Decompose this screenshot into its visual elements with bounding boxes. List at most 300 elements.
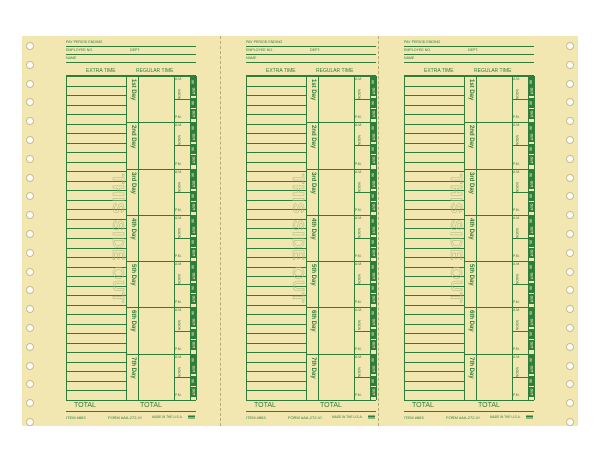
slot-rule [512,284,534,285]
punch-out-box [528,317,534,327]
noon-label: NOON [177,227,181,239]
name-label: NAME [404,56,415,60]
punch-in-label: IN [371,219,375,223]
slot-rule [512,192,534,193]
punch-in-label: IN [191,311,195,316]
grid-row-line [246,95,306,96]
punch-out-box [370,179,376,189]
punch-in-label: IN [191,286,195,290]
day-separator [126,354,196,355]
pm-label: P.M. [175,254,182,259]
noon-label: NOON [515,320,519,331]
punch-out-box [370,109,376,119]
punch-in-label: IN [529,101,533,105]
punch-in-label: IN [371,240,375,244]
grid-row-line [404,371,464,372]
noon-label: NOON [515,89,519,100]
punch-out-label: OUT [371,133,376,141]
pm-label: P.M. [513,393,520,397]
am-label: A.M. [175,215,182,220]
pay-period-label: PAY PERIOD ENDING [404,40,441,44]
day-label: 5th Day [310,264,316,286]
punch-out-label: OUT [529,226,534,234]
us-flag-icon [188,415,195,419]
grid-row-line [404,124,464,125]
header-rule [404,46,534,47]
tractor-hole [26,324,34,332]
dept-label: DEPT. [130,48,141,52]
punch-in-label: IN [191,126,195,130]
day-label: 4th Day [130,217,136,240]
tractor-hole [26,42,34,50]
item-number: ITEM #863 [66,415,86,420]
punch-out-label: OUT [371,272,376,280]
made-in-usa: MADE IN THE U.S.A. [490,415,521,419]
grid-row-line [66,171,126,172]
punch-out-box [370,86,376,96]
tractor-hole [566,324,574,332]
this-side-out-watermark: THIS SIDE OUT [109,174,126,304]
us-flag-icon [368,415,375,419]
punch-out-label: OUT [191,110,196,118]
am-label: A.M. [175,123,182,128]
dept-label: DEPT. [468,48,479,52]
grid-row-line [246,162,306,163]
grid-row-line [404,305,464,306]
punch-out-label: OUT [191,203,196,210]
punch-in-label: IN [371,332,375,337]
grid-row-line [66,76,126,77]
punch-out-box [528,179,534,189]
am-label: A.M. [513,169,520,174]
grid-column-line [476,76,477,400]
punch-out-label: OUT [191,133,196,141]
day-label: 3rd Day [468,171,474,194]
punch-out-label: OUT [529,133,534,141]
grid-bottom-rule [404,400,534,401]
extra-time-header: EXTRA TIME [86,68,116,74]
grid-row-line [246,305,306,306]
total-regular-label: TOTAL [140,402,162,409]
day-label: 1st Day [130,79,136,101]
grid-row-line [404,162,464,163]
grid-row-line [246,152,306,153]
punch-out-box [190,340,196,350]
grid-row-line [404,133,464,134]
punch-out-box [528,132,534,142]
noon-label: NOON [357,274,361,285]
tractor-hole [26,174,34,182]
punch-out-box [370,294,376,304]
tractor-hole [566,155,574,163]
slot-rule [354,377,376,378]
slot-rule [512,331,534,332]
grid-row-line [246,114,306,115]
punch-out-box [370,202,376,212]
day-label: 7th Day [310,356,316,379]
punch-out-box [190,294,196,304]
pm-label: P.M. [355,254,362,259]
punch-out-label: OUT [529,110,534,118]
punch-out-label: OUT [371,365,376,373]
time-card [42,36,198,426]
grid-row-line [66,333,126,334]
punch-out-box [370,387,376,397]
punch-in-label: IN [371,193,375,198]
day-label: 1st Day [468,79,474,101]
punch-out-box [528,387,534,397]
grid-column-line [246,76,247,400]
grid-column-line [404,76,405,400]
punch-in-label: IN [191,265,195,269]
slot-rule [174,238,196,239]
grid-row-line [246,343,306,344]
regular-time-header: REGULAR TIME [474,68,512,74]
day-label: 7th Day [468,356,474,379]
punch-out-label: OUT [371,388,376,396]
day-label: 7th Day [130,356,136,379]
grid-bottom-rule [246,400,376,401]
us-flag-icon [526,415,533,419]
pm-label: P.M. [513,207,520,212]
name-label: NAME [66,56,77,60]
punch-out-label: OUT [371,226,376,234]
day-label: 6th Day [468,310,474,333]
grid-row-line [66,114,126,115]
tractor-hole [26,249,34,257]
extra-time-header: EXTRA TIME [266,68,296,74]
grid-row-line [246,362,306,363]
tractor-hole [566,174,574,182]
pm-label: P.M. [513,300,520,305]
grid-bottom-rule [66,400,196,401]
slot-rule [174,284,196,285]
am-label: A.M. [355,354,362,359]
am-label: A.M. [513,354,520,359]
punch-in-label: IN [371,147,375,151]
noon-label: NOON [357,227,361,239]
punch-out-box [190,225,196,235]
punch-in-label: IN [191,219,195,223]
grid-row-line [404,95,464,96]
day-label: 6th Day [310,310,316,333]
slot-rule [354,145,376,146]
am-label: A.M. [513,215,520,220]
punch-in-label: IN [371,101,375,105]
punch-out-label: OUT [529,87,534,95]
tractor-hole [566,61,574,69]
punch-in-label: IN [191,358,195,362]
punch-out-box [370,248,376,258]
employee-no-label: EMPLOYEE NO. [404,48,432,52]
header-rule [246,54,376,55]
made-in-usa: MADE IN THE U.S.A. [152,415,183,419]
pm-label: P.M. [355,393,362,397]
punch-out-box [190,271,196,281]
am-label: A.M. [175,262,182,267]
punch-out-label: OUT [191,365,196,373]
slot-rule [354,284,376,285]
grid-column-line [464,76,465,400]
punch-in-label: IN [191,172,195,177]
punch-out-box [528,86,534,96]
grid-row-line [66,371,126,372]
grid-row-line [246,352,306,353]
day-label: 5th Day [130,264,136,286]
slot-rule [174,192,196,193]
punch-in-label: IN [529,311,533,316]
grid-row-line [246,314,306,315]
punch-out-box [190,132,196,142]
punch-in-label: IN [191,147,195,151]
grid-row-line [66,86,126,87]
tractor-hole [26,155,34,163]
punch-out-box [528,248,534,258]
grid-column-line [196,76,197,400]
grid-row-line [66,390,126,391]
am-label: A.M. [175,308,182,313]
this-side-out-watermark: THIS SIDE OUT [447,174,464,304]
day-separator [306,169,376,170]
punch-out-box [190,364,196,374]
day-separator [464,76,534,77]
punch-out-box [528,271,534,281]
punch-in-label: IN [529,126,533,130]
punch-out-box [370,132,376,142]
day-separator [464,169,534,170]
tractor-hole [26,230,34,238]
tractor-hole [566,362,574,370]
slot-rule [354,99,376,100]
punch-in-label: IN [529,147,533,151]
day-separator [464,261,534,262]
header-rule [66,62,196,63]
grid-row-line [66,152,126,153]
grid-row-line [404,114,464,115]
punch-in-label: IN [371,311,375,316]
punch-out-box [190,86,196,96]
pm-label: P.M. [513,161,520,166]
extra-time-header: EXTRA TIME [424,68,454,74]
grid-column-line [534,76,535,400]
punch-out-label: OUT [371,110,376,118]
day-separator [126,169,196,170]
am-label: A.M. [355,308,362,313]
timecard-sheet [40,36,560,426]
punch-out-box [190,387,196,397]
punch-out-label: OUT [191,295,196,303]
punch-out-box [528,202,534,212]
tractor-hole [566,230,574,238]
punch-out-label: OUT [191,272,196,280]
grid-row-line [246,171,306,172]
tractor-hole [26,268,34,276]
this-side-out-watermark: THIS SIDE OUT [289,174,306,304]
punch-in-label: IN [529,265,533,269]
punch-in-label: IN [191,332,195,337]
slot-rule [354,192,376,193]
grid-row-line [404,390,464,391]
am-label: A.M. [513,77,520,81]
day-label: 4th Day [310,217,316,240]
noon-label: NOON [515,181,519,192]
punch-out-label: OUT [529,180,534,187]
punch-out-box [190,155,196,165]
am-label: A.M. [355,123,362,128]
noon-label: NOON [357,135,361,146]
punch-in-label: IN [371,265,375,269]
noon-label: NOON [357,320,361,331]
noon-label: NOON [357,181,361,192]
tractor-hole [566,343,574,351]
name-label: NAME [246,56,257,60]
grid-column-line [376,76,377,400]
grid-row-line [246,105,306,106]
grid-row-line [404,143,464,144]
punch-out-box [190,202,196,212]
grid-row-line [404,76,464,77]
punch-in-label: IN [529,332,533,337]
slot-rule [354,331,376,332]
punch-in-label: IN [529,358,533,362]
noon-label: NOON [515,274,519,285]
punch-in-label: IN [529,379,533,383]
grid-column-line [66,76,67,400]
punch-out-box [370,271,376,281]
am-label: A.M. [175,77,182,81]
form-number: FORM #AA-272-VI [446,415,480,420]
dept-label: DEPT. [310,48,321,52]
am-label: A.M. [355,215,362,220]
grid-row-line [246,133,306,134]
pay-period-label: PAY PERIOD ENDING [66,40,103,44]
punch-in-label: IN [191,379,195,383]
perforation-line [220,36,221,426]
grid-row-line [246,124,306,125]
pm-label: P.M. [513,346,520,351]
punch-in-label: IN [529,240,533,244]
am-label: A.M. [175,169,182,174]
punch-in-label: IN [371,172,375,177]
pm-label: P.M. [355,115,362,120]
punch-out-label: OUT [529,156,534,164]
punch-out-box [528,364,534,374]
punch-out-label: OUT [191,156,196,164]
form-number: FORM #AA-272-VI [288,415,322,420]
tractor-hole [26,136,34,144]
header-rule [404,62,534,63]
total-regular-label: TOTAL [478,402,500,409]
day-separator [126,215,196,216]
day-label: 4th Day [468,217,474,240]
punch-out-label: OUT [529,295,534,303]
total-extra-label: TOTAL [74,402,96,409]
punch-out-label: OUT [371,249,376,257]
punch-out-box [190,248,196,258]
slot-rule [174,331,196,332]
grid-row-line [404,171,464,172]
punch-in-label: IN [371,126,375,130]
grid-row-line [246,333,306,334]
grid-row-line [404,352,464,353]
noon-label: NOON [177,366,181,377]
day-separator [306,215,376,216]
total-rule [404,411,534,412]
grid-row-line [66,143,126,144]
grid-row-line [246,143,306,144]
grid-column-line [318,76,319,400]
pay-period-label: PAY PERIOD ENDING [246,40,283,44]
punch-in-label: IN [191,193,195,198]
grid-row-line [404,314,464,315]
item-number: ITEM #863 [404,415,424,420]
punch-out-label: OUT [529,249,534,257]
noon-label: NOON [357,89,361,100]
header-rule [66,46,196,47]
grid-row-line [246,390,306,391]
punch-in-label: IN [191,80,195,84]
tractor-hole [566,249,574,257]
grid-row-line [246,86,306,87]
grid-row-line [246,324,306,325]
slot-rule [512,377,534,378]
slot-rule [512,99,534,100]
grid-row-line [66,95,126,96]
punch-out-label: OUT [191,342,196,349]
punch-out-label: OUT [191,388,196,396]
tractor-hole [566,136,574,144]
punch-out-box [190,179,196,189]
punch-out-box [528,294,534,304]
noon-label: NOON [177,135,181,146]
slot-rule [174,99,196,100]
regular-time-header: REGULAR TIME [316,68,354,74]
grid-row-line [66,352,126,353]
punch-in-label: IN [371,80,375,84]
punch-out-label: OUT [191,319,196,326]
punch-in-label: IN [191,240,195,244]
punch-in-label: IN [371,358,375,362]
pm-label: P.M. [175,115,182,120]
noon-label: NOON [515,366,519,377]
tractor-hole [566,418,574,426]
tractor-hole [26,80,34,88]
tractor-hole [566,80,574,88]
punch-in-label: IN [529,193,533,198]
am-label: A.M. [513,123,520,128]
punch-out-box [190,317,196,327]
punch-out-label: OUT [191,180,196,187]
time-card [222,36,378,426]
header-rule [404,54,534,55]
punch-out-box [370,317,376,327]
tractor-hole [26,343,34,351]
tractor-hole [566,268,574,276]
punch-in-label: IN [191,101,195,105]
day-separator [306,261,376,262]
day-label: 3rd Day [130,171,136,194]
grid-row-line [246,76,306,77]
punch-out-label: OUT [529,272,534,280]
noon-label: NOON [177,274,181,285]
punch-in-label: IN [529,80,533,84]
punch-out-label: OUT [371,203,376,210]
day-separator [464,354,534,355]
slot-rule [174,377,196,378]
day-separator [464,122,534,123]
pm-label: P.M. [175,161,182,166]
total-rule [246,411,376,412]
